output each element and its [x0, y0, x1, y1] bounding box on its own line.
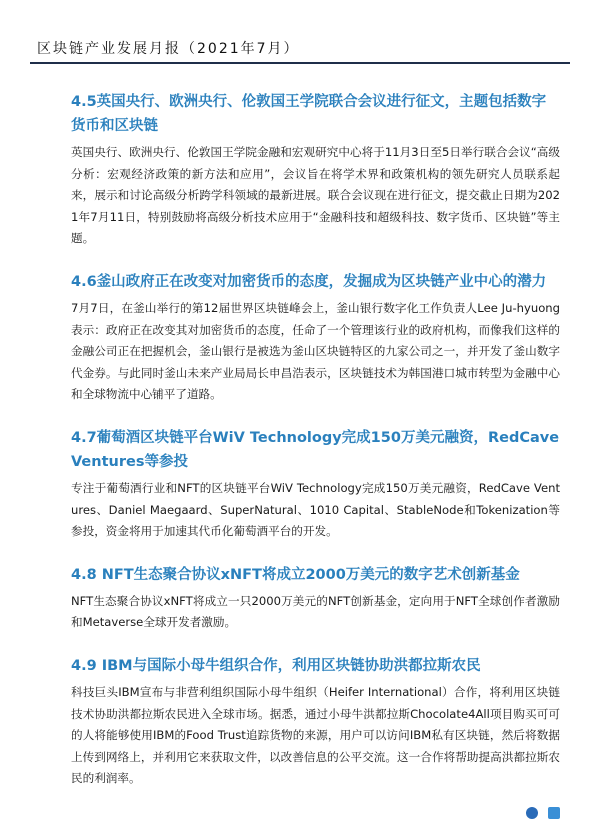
section-heading: 4.8 NFT生态聚合协议xNFT将成立2000万美元的数字艺术创新基金 — [71, 566, 520, 583]
section-body: 专注于葡萄酒行业和NFT的区块链平台WiV Technology完成150万美元融资，RedCave Ventures、Daniel Maegaard、SuperNatural、1010 Capital、StableNode和Tokenization等参投，资金将用于加速其代币化葡萄酒平台的开发。 — [71, 480, 560, 539]
news-section-4-7 — [71, 426, 560, 543]
section-body: 科技巨头IBM宣布与非营利组织国际小母牛组织（Heifer International）合作，将利用区块链技术协助洪都拉斯农民进入全球市场。据悉，通过小母牛洪都拉斯Chocolate4All项目购买可可的人将能够使用IBM的Food Trust追踪货物的来源，用户可以访问IBM私有区块链，然后将数据上传到网络上，并利用它来获取文件，以改善信息的公平交流。这一合作将帮助提高洪都拉斯农民的利润率。 — [71, 684, 560, 786]
section-heading: 4.9 IBM与国际小母牛组织合作，利用区块链协助洪都拉斯农民 — [71, 657, 481, 674]
page-header-title: 区块链产业发展月报（2021年7月） — [37, 41, 300, 57]
header-divider — [30, 62, 570, 64]
news-section-4-6 — [71, 270, 560, 406]
section-body: 英国央行、欧洲央行、伦敦国王学院金融和宏观研究中心将于11月3日至5日举行联合会议“高级分析：宏观经济政策的新方法和应用”，会议旨在将学术界和政策机构的领先研究人员联系起来，展示和讨论高级分析跨学科领域的最新进展。联合会议现在进行征文，提交截止日期为2021年7月11日，特别鼓励将高级分析技术应用于“金融科技和超级科技、数字货币、区块链”等主题。 — [71, 145, 560, 246]
footer-logos — [526, 805, 560, 819]
square-logo-icon — [548, 807, 560, 819]
section-heading: 4.7葡萄酒区块链平台WiV Technology完成150万美元融资，RedCave Ventures等参投 — [71, 429, 560, 470]
report-content — [71, 90, 560, 810]
section-heading: 4.5英国央行、欧洲央行、伦敦国王学院联合会议进行征文，主题包括数字货币和区块链 — [71, 94, 547, 134]
section-heading: 4.6釜山政府正在改变对加密货币的态度，发掘成为区块链产业中心的潜力 — [71, 273, 547, 290]
section-body: 7月7日，在釜山举行的第12届世界区块链峰会上，釜山银行数字化工作负责人Lee Ju-hyuong表示：政府正在改变其对加密货币的态度，任命了一个管理该行业的政府机构，而像我们这样的金融公司正在把握机会，釜山银行是被选为釜山区块链特区的九家公司之一，并开发了釜山数字代金券。与此同时釜山未来产业局局长申昌浩表示，区块链技术为韩国港口城市转型为金融中心和全球物流中心铺平了道路。 — [71, 300, 560, 402]
news-section-4-8 — [71, 563, 560, 634]
section-body: NFT生态聚合协议xNFT将成立一只2000万美元的NFT创新基金，定向用于NFT全球创作者激励和Metaverse全球开发者激励。 — [71, 593, 560, 630]
round-logo-icon — [526, 807, 538, 819]
news-section-4-5 — [71, 90, 560, 250]
news-section-4-9 — [71, 654, 560, 790]
